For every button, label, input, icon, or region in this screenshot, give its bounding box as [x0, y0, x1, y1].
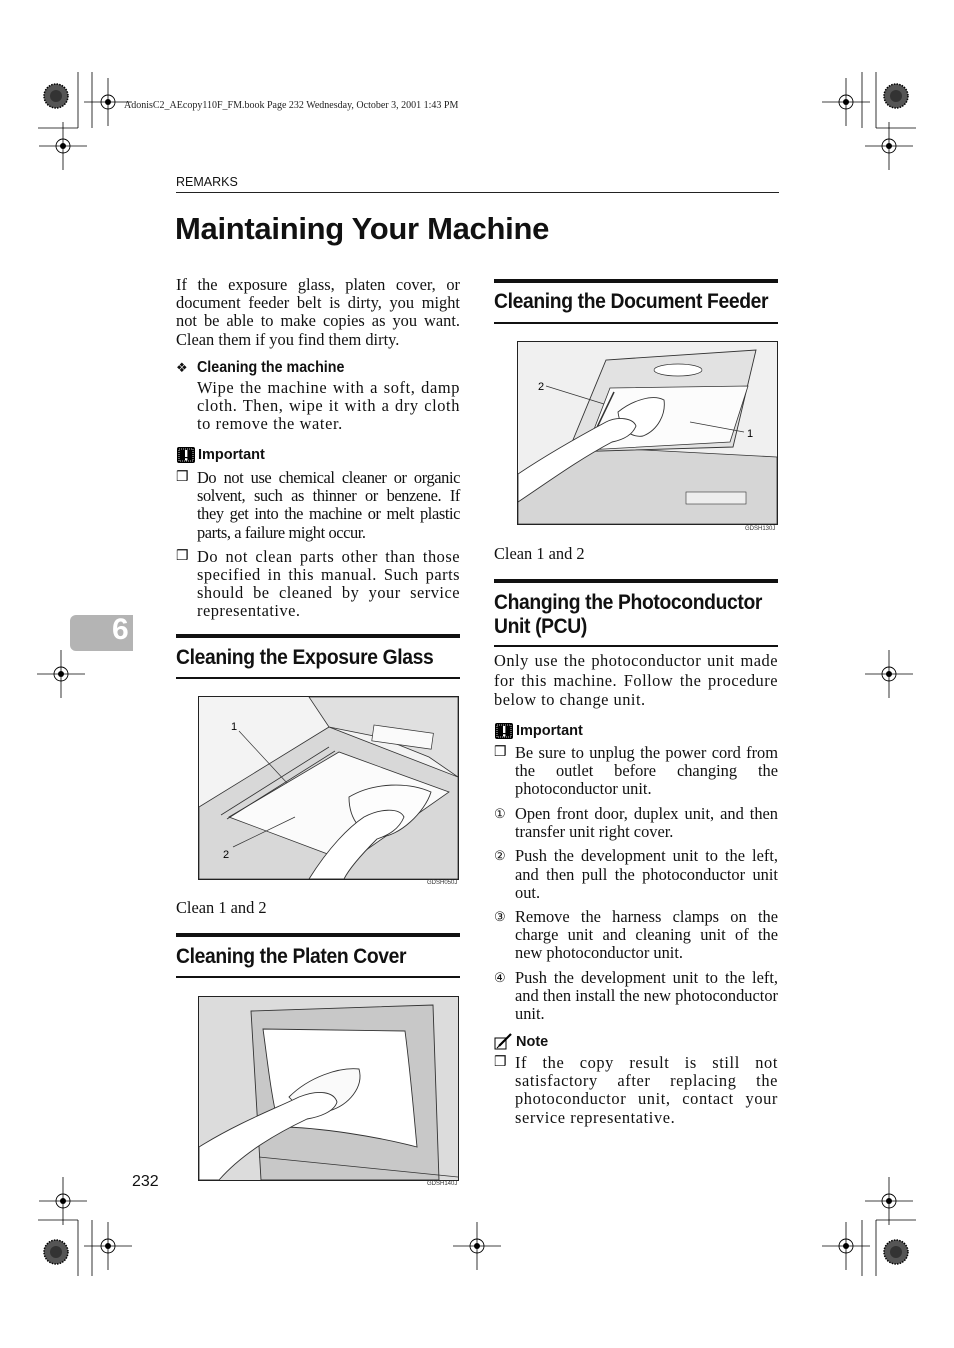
intro-paragraph: If the exposure glass, platen cover, or document feeder belt is dirty, you might not be able to make copies as you want. Clean them if you find them dirty.	[176, 275, 460, 349]
figure-code: GDSH130J	[745, 526, 776, 532]
checkbox-bullet-icon: ❒	[494, 745, 507, 760]
platen-cover-heading: Cleaning the Platen Cover	[176, 945, 407, 968]
pcu-heading: Changing the Photoconductor Unit (PCU)	[494, 591, 763, 638]
callout-label: 2	[538, 381, 545, 393]
page-title: Maintaining Your Machine	[175, 211, 550, 246]
figure-caption: Clean 1 and 2	[494, 544, 585, 563]
important-item: ❒ Be sure to unplug the power cord from the outlet before changing the photoconductor unit.	[494, 743, 778, 799]
document-feeder-heading: Cleaning the Document Feeder	[494, 290, 769, 313]
pencil-note-icon	[494, 1033, 513, 1050]
diamond-bullet-icon: ❖	[176, 360, 188, 375]
document-feeder-figure	[517, 341, 778, 525]
checkbox-bullet-icon: ❒	[176, 548, 190, 564]
pcu-steps	[494, 805, 778, 1023]
note-block	[494, 1033, 778, 1127]
document-feeder-illustration	[518, 342, 777, 524]
cleaning-machine-heading: Cleaning the machine	[197, 359, 345, 376]
section-rule-top	[494, 579, 778, 583]
exposure-glass-figure	[198, 696, 459, 880]
callout-label: 1	[231, 721, 238, 733]
important-label: Important	[516, 723, 583, 739]
step-number: ①	[494, 806, 506, 821]
step-item: ① Open front door, duplex unit, and then transfer unit right cover.	[494, 804, 778, 842]
exposure-glass-illustration	[199, 697, 458, 879]
important-item: ❒ Do not use chemical cleaner or organic solvent, such as thinner or benzene. If they get into the machine or melt plastic parts, a failure might occur.	[176, 468, 460, 542]
page-number: 232	[132, 1173, 159, 1190]
section-rule-top	[494, 279, 778, 283]
step-item: ④ Push the development unit to the left, and then install the new photoconductor unit.	[494, 967, 778, 1024]
callout-label: 1	[747, 428, 754, 440]
figure-caption: Clean 1 and 2	[176, 898, 267, 917]
step-item: ② Push the development unit to the left, and then pull the photoconductor unit out.	[494, 846, 778, 902]
note-label: Note	[516, 1033, 549, 1050]
important-item: ❒ Do not clean parts other than those specified in this manual. Such parts should be cleaned by your service representative.	[176, 546, 460, 621]
step-item: ③ Remove the harness clamps on the charge unit and cleaning unit of the new photoconductor unit.	[494, 907, 778, 963]
cleaning-machine-text: Wipe the machine with a soft, damp cloth. Then, wipe it with a dry cloth to remove the water.	[197, 378, 460, 434]
section-rule-bottom	[176, 677, 460, 679]
header-rule	[176, 192, 779, 193]
exposure-glass-heading: Cleaning the Exposure Glass	[176, 646, 434, 669]
important-icon	[494, 722, 514, 740]
section-rule-bottom	[176, 976, 460, 978]
step-number: ②	[494, 848, 506, 864]
running-head: REMARKS	[176, 175, 238, 189]
important-block-2	[494, 722, 778, 799]
important-icon	[176, 446, 196, 464]
figure-code: GDSH050J	[427, 880, 458, 886]
step-number: ④	[494, 969, 506, 985]
section-rule-top	[176, 933, 460, 937]
checkbox-bullet-icon: ❒	[176, 470, 189, 485]
step-number: ③	[494, 909, 506, 925]
note-item: ❒ If the copy result is still not satisfactory after replacing the photoconductor unit, contact your service representative.	[494, 1053, 778, 1127]
chapter-number: 6	[112, 613, 129, 646]
cleaning-machine-block	[176, 359, 460, 434]
platen-cover-illustration	[199, 997, 458, 1180]
checkbox-bullet-icon: ❒	[494, 1055, 508, 1070]
pcu-intro: Only use the photoconductor unit made for this machine. Follow the procedure below to change unit.	[494, 651, 778, 709]
section-rule-bottom	[494, 322, 778, 324]
platen-cover-figure	[198, 996, 459, 1181]
section-rule-top	[176, 634, 460, 638]
print-header: AdonisC2_AEcopy110F_FM.book Page 232 Wednesday, October 3, 2001 1:43 PM	[124, 100, 459, 111]
important-block-1	[176, 446, 460, 621]
callout-label: 2	[223, 849, 230, 861]
section-rule-bottom	[494, 645, 778, 647]
figure-code: GDSH140J	[427, 1181, 458, 1187]
important-label: Important	[198, 447, 265, 463]
